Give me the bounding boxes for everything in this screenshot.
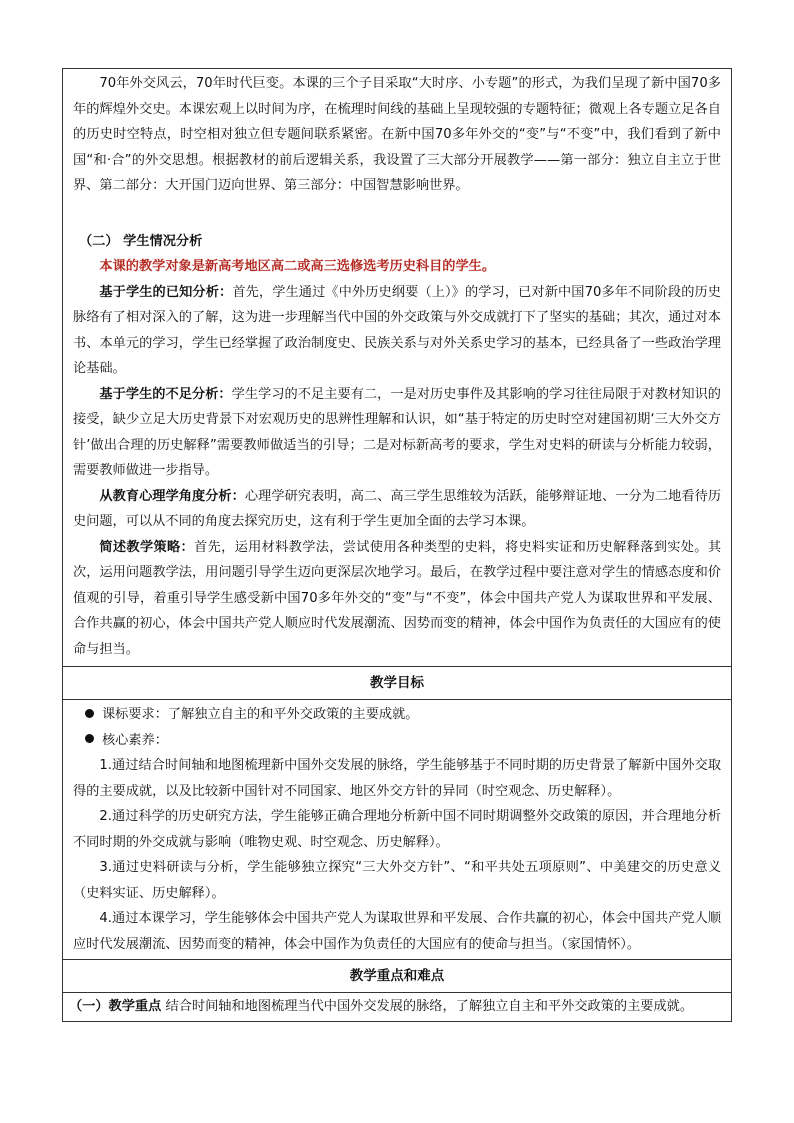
goal-item-1: 1.通过结合时间轴和地图梳理新中国外交发展的脉络，学生能够基于不同时期的历史背景了解新中国外交取得的主要成就，以及比较新中国针对不同国家、地区外交方针的异同（时空观念、历史解释）。	[73, 758, 721, 799]
strategy-paragraph	[73, 535, 721, 663]
known-analysis-paragraph	[73, 280, 721, 382]
goals-row	[63, 700, 732, 960]
target-student-text: 本课的教学对象是新高考地区高二或高三选修选考历史科目的学生。	[99, 259, 496, 274]
keypoints-heading-row	[63, 960, 732, 993]
strategy-label: 简述教学策略：	[99, 539, 195, 555]
keypoints-label: （一）教学重点	[69, 999, 162, 1014]
goal-bullet-standard	[85, 702, 721, 728]
textbook-analysis-paragraph: 70年外交风云，70年时代巨变。本课的三个子目采取“大时序、小专题”的形式，为我们呈现了新中国70多年的辉煌外交史。本课宏观上以时间为序，在梳理时间线的基础上呈现较强的专题特征；微观上各专题立足各自的历史时空特点，时空相对独立但专题间联系紧密。在新中国70多年外交的“变”与“不变”中，我们看到了新中国“和·合”的外交思想。根据教材的前后逻辑关系，我设置了三大部分开展教学——第一部分：独立自主立于世界、第二部分：大开国门迈向世界、第三部分：中国智慧影响世界。	[73, 76, 721, 193]
goals-heading: 教学目标	[63, 667, 732, 700]
lack-analysis-paragraph	[73, 382, 721, 484]
lesson-plan-table	[62, 68, 732, 1022]
bullet-dot-icon	[85, 734, 94, 743]
keypoints-heading: 教学重点和难点	[63, 960, 732, 993]
goal-item-4: 4.通过本课学习，学生能够体会中国共产党人为谋取世界和平发展、合作共赢的初心，体会中国共产党人顺应时代发展潮流、因势而变的精神，体会中国作为负责任的大国应有的使命与担当。（家国情怀）。	[73, 911, 721, 952]
psych-analysis-paragraph	[73, 484, 721, 535]
goal-item-3: 3.通过史料研读与分析，学生能够独立探究“三大外交方针”、“和平共处五项原则”、中美建交的历史意义（史料实证、历史解释）。	[73, 860, 721, 901]
keypoints-text: 结合时间轴和地图梳理当代中国外交发展的脉络，了解独立自主和平外交政策的主要成就。	[161, 999, 694, 1014]
spacer	[73, 199, 721, 229]
lack-analysis-label: 基于学生的不足分析：	[99, 386, 232, 402]
goal-item-2: 2.通过科学的历史研究方法，学生能够正确合理地分析新中国不同时期调整外交政策的原因，并合理地分析不同时期的外交成就与影响（唯物史观、时空观念、历史解释）。	[73, 809, 721, 850]
student-analysis-heading: （二） 学生情况分析	[79, 233, 203, 249]
strategy-text: 首先，运用材料教学法，尝试使用各种类型的史料，将史料实证和历史解释落到实处。其次，运用问题教学法，用问题引导学生迈向更深层次地学习。最后，在教学过程中要注意对学生的情感态度和价值观的引导，着重引导学生感受新中国70多年外交的“变”与“不变”，体会中国共产党人为谋取世界和平发展、合作共赢的初心，体会中国共产党人顺应时代发展潮流、因势而变的精神，体会中国作为负责任的大国应有的使命与担当。	[73, 539, 722, 657]
analysis-row	[63, 69, 732, 667]
goals-cell	[63, 700, 732, 960]
goal-bullet-standard-text: 课标要求：了解独立自主的和平外交政策的主要成就。	[102, 707, 419, 722]
goal-bullet-competency	[85, 728, 721, 754]
goals-heading-row	[63, 667, 732, 700]
goal-bullet-competency-text: 核心素养：	[102, 732, 168, 748]
known-analysis-label: 基于学生的已知分析：	[99, 284, 233, 300]
lack-analysis-text: 学生学习的不足主要有二，一是对历史事件及其影响的学习往往局限于对教材知识的接受，缺少立足大历史背景下对宏观历史的思辨性理解和认识，如“基于特定的历史时空对建国初期‘三大外交方针’做出合理的历史解释”需要教师做适当的引导；二是对标新高考的要求，学生对史料的研读与分析能力较弱，需要教师做进一步指导。	[73, 386, 721, 478]
analysis-cell	[63, 69, 732, 667]
bullet-dot-icon	[85, 709, 94, 718]
known-analysis-text: 首先，学生通过《中外历史纲要（上）》的学习，已对新中国70多年不同阶段的历史脉络有了相对深入的了解，这为进一步理解当代中国的外交政策与外交成就打下了坚实的基础；其次，通过对本书、本单元的学习，学生已经掌握了政治制度史、民族关系与对外关系史学习的基本，已经具备了一些政治学理论基础。	[73, 284, 721, 376]
keypoints-cell	[63, 993, 732, 1022]
psych-analysis-text: 心理学研究表明，高二、高三学生思维较为活跃，能够辩证地、一分为二地看待历史问题，可以从不同的角度去探究历史，这有利于学生更加全面的去学习本课。	[73, 488, 722, 529]
keypoints-row	[63, 993, 732, 1022]
psych-analysis-label: 从教育心理学角度分析：	[99, 488, 245, 504]
